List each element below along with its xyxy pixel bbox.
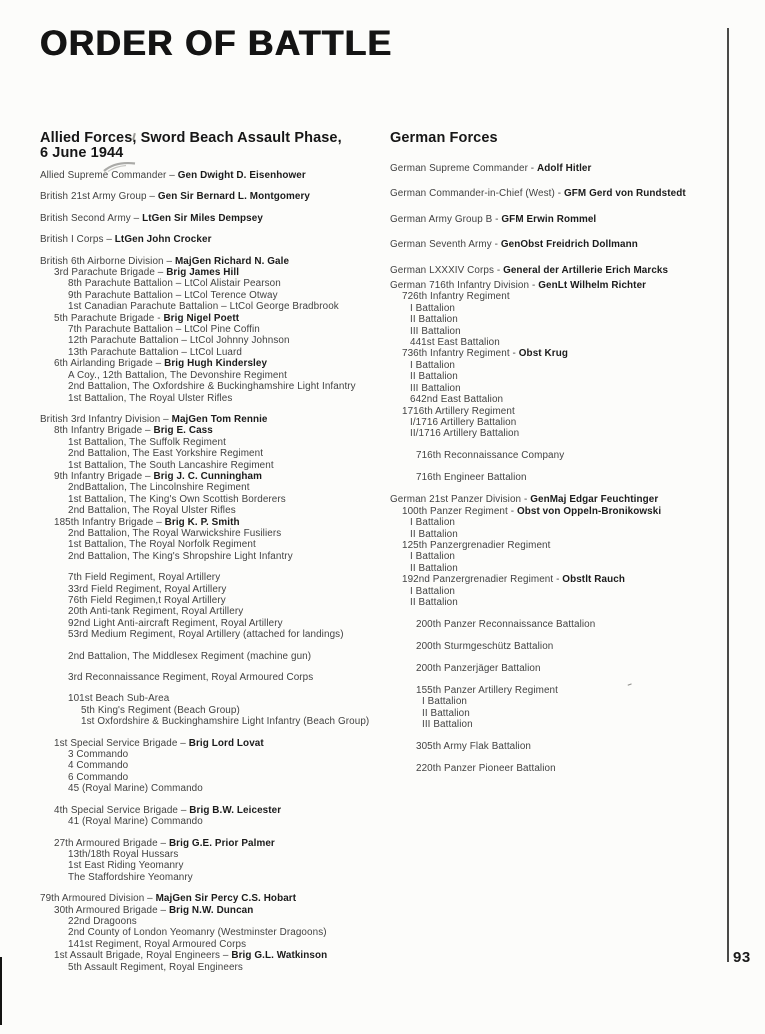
commander-name: GenMaj Edgar Feuchtinger bbox=[530, 494, 659, 506]
unit-group bbox=[390, 641, 725, 652]
german-forces-column bbox=[390, 131, 725, 775]
commander-name: Obst von Oppeln-Bronikowski bbox=[516, 505, 662, 517]
unit-text: 13th Parachute Battalion – LtCol Luard bbox=[68, 346, 242, 358]
ob-line bbox=[390, 529, 725, 540]
unit-text: 1st Battalion, The Suffolk Regiment bbox=[68, 436, 226, 448]
ob-line bbox=[40, 927, 390, 938]
commander-name: Brig Hugh Kindersley bbox=[164, 358, 268, 370]
unit-text: 76th Field Regimen,t Royal Artillery bbox=[68, 595, 226, 606]
ob-line bbox=[390, 517, 725, 528]
unit-text: 1st Special Service Brigade – bbox=[54, 737, 189, 749]
unit-text: 2nd Battalion, The King's Shropshire Light Infantry bbox=[68, 550, 293, 562]
unit-group bbox=[390, 763, 725, 774]
ob-line bbox=[40, 905, 390, 916]
commander-name: LtGen John Crocker bbox=[114, 234, 212, 246]
unit-text: 7th Field Regiment, Royal Artillery bbox=[68, 572, 221, 584]
unit-text: 45 (Royal Marine) Commando bbox=[68, 783, 203, 795]
unit-text: II Battalion bbox=[410, 371, 458, 383]
unit-text: British I Corps – bbox=[40, 234, 115, 246]
unit-text: III Battalion bbox=[410, 325, 461, 337]
unit-text: 100th Panzer Regiment - bbox=[402, 505, 517, 517]
ob-line bbox=[390, 337, 725, 348]
unit-text: 125th Panzergrenadier Regiment bbox=[402, 539, 551, 551]
unit-text: British 3rd Infantry Division – bbox=[40, 413, 172, 425]
ob-line bbox=[40, 448, 390, 459]
unit-text: 1st Assault Brigade, Royal Engineers – bbox=[54, 950, 232, 962]
unit-group bbox=[40, 838, 390, 884]
ob-line bbox=[390, 371, 725, 382]
unit-text: 200th Panzer Reconnaissance Battalion bbox=[416, 618, 596, 630]
unit-group bbox=[40, 256, 390, 404]
unit-text: 5th Assault Regiment, Royal Engineers bbox=[68, 961, 243, 973]
allied-heading-line1: Allied Forces, Sword Beach Assault Phase, bbox=[40, 130, 342, 146]
unit-text: I Battalion bbox=[410, 359, 456, 371]
ob-line bbox=[390, 314, 725, 325]
german-unit-list bbox=[390, 163, 725, 775]
allied-forces-column bbox=[40, 131, 390, 973]
ob-line bbox=[390, 383, 725, 394]
unit-group bbox=[40, 213, 390, 224]
ob-line bbox=[40, 629, 390, 640]
ob-line bbox=[390, 685, 725, 696]
ob-line bbox=[40, 425, 390, 436]
commander-name: Brig Lord Lovat bbox=[188, 737, 264, 749]
page-number: 93 bbox=[733, 949, 751, 966]
unit-group bbox=[40, 693, 390, 727]
ob-line bbox=[40, 170, 390, 181]
ob-line bbox=[390, 763, 725, 774]
ob-line bbox=[40, 816, 390, 827]
unit-group bbox=[390, 214, 725, 225]
ob-line bbox=[40, 539, 390, 550]
unit-text: 3rd Parachute Brigade – bbox=[54, 267, 167, 279]
unit-group bbox=[40, 170, 390, 181]
unit-text: 3 Commando bbox=[68, 749, 129, 761]
ob-line bbox=[40, 749, 390, 760]
unit-group bbox=[390, 188, 725, 199]
unit-text: 3rd Reconnaissance Regiment, Royal Armoured Corps bbox=[68, 672, 314, 684]
unit-group bbox=[390, 619, 725, 630]
ob-line bbox=[40, 517, 390, 528]
unit-text: British 21st Army Group – bbox=[40, 191, 158, 203]
commander-name: MajGen Richard N. Gale bbox=[174, 255, 290, 267]
unit-text: 1st Battalion, The King's Own Scottish Borderers bbox=[68, 493, 286, 505]
commander-name: Adolf Hitler bbox=[537, 163, 592, 174]
ob-line bbox=[390, 326, 725, 337]
unit-text: 716th Reconnaissance Company bbox=[416, 450, 565, 462]
ob-line bbox=[40, 716, 390, 727]
ob-line bbox=[40, 705, 390, 716]
unit-text: 6 Commando bbox=[68, 771, 129, 783]
unit-text: 12th Parachute Battalion – LtCol Johnny Johnson bbox=[68, 335, 290, 347]
unit-text: 5th King's Regiment (Beach Group) bbox=[81, 704, 240, 716]
ob-line bbox=[40, 505, 390, 516]
unit-text: 726th Infantry Regiment bbox=[402, 291, 510, 303]
unit-text: 30th Armoured Brigade – bbox=[54, 904, 169, 916]
unit-group bbox=[390, 741, 725, 752]
unit-text: I Battalion bbox=[410, 585, 456, 597]
unit-text: 2nd Battalion, The East Yorkshire Regiment bbox=[68, 448, 264, 460]
ob-line bbox=[390, 265, 725, 276]
commander-name: GFM Gerd von Rundstedt bbox=[563, 188, 686, 200]
ob-line bbox=[40, 672, 390, 683]
ob-line bbox=[390, 540, 725, 551]
unit-text: 736th Infantry Regiment - bbox=[402, 348, 519, 360]
unit-group bbox=[40, 191, 390, 202]
ob-line bbox=[40, 772, 390, 783]
unit-text: 2nd Battalion, The Royal Ulster Rifles bbox=[68, 505, 236, 517]
ob-line bbox=[40, 572, 390, 583]
unit-text: 2ndBattalion, The Lincolnshire Regiment bbox=[68, 482, 250, 494]
ob-line bbox=[40, 290, 390, 301]
ob-line bbox=[40, 651, 390, 662]
ob-line bbox=[390, 291, 725, 302]
unit-text: II Battalion bbox=[410, 596, 458, 608]
unit-group bbox=[390, 685, 725, 731]
ob-line bbox=[40, 962, 390, 973]
commander-name: Brig B.W. Leicester bbox=[189, 804, 282, 816]
unit-text: I Battalion bbox=[410, 517, 456, 529]
unit-text: 155th Panzer Artillery Regiment bbox=[416, 684, 558, 696]
commander-name: GenLt Wilhelm Richter bbox=[538, 280, 647, 292]
ob-line bbox=[40, 584, 390, 595]
unit-group bbox=[40, 672, 390, 683]
ob-line bbox=[390, 280, 725, 291]
unit-text: 7th Parachute Battalion – LtCol Pine Coffin bbox=[68, 324, 260, 336]
ob-line bbox=[390, 741, 725, 752]
ob-line bbox=[40, 482, 390, 493]
unit-text: 101st Beach Sub-Area bbox=[68, 693, 170, 705]
unit-group bbox=[390, 163, 725, 174]
ob-line bbox=[40, 939, 390, 950]
unit-text: Allied Supreme Commander – bbox=[40, 170, 178, 181]
unit-text: II Battalion bbox=[410, 528, 458, 540]
unit-text: II Battalion bbox=[410, 562, 458, 574]
unit-text: 5th Parachute Brigade - bbox=[54, 312, 164, 324]
ob-line bbox=[390, 428, 725, 439]
commander-name: MajGen Tom Rennie bbox=[171, 413, 268, 425]
unit-text: 92nd Light Anti-aircraft Regiment, Royal Artillery bbox=[68, 617, 283, 629]
unit-text: German Commander-in-Chief (West) - bbox=[390, 188, 564, 200]
ob-line bbox=[40, 301, 390, 312]
ob-line bbox=[390, 348, 725, 359]
ob-line bbox=[390, 494, 725, 505]
unit-text: III Battalion bbox=[422, 719, 473, 731]
allied-heading-line2: 6 June 1944 bbox=[40, 145, 124, 161]
unit-text: 27th Armoured Brigade – bbox=[54, 837, 169, 849]
ob-line bbox=[40, 760, 390, 771]
unit-text: German Seventh Army - bbox=[390, 239, 501, 251]
ob-line bbox=[40, 471, 390, 482]
unit-text: 2nd Battalion, The Oxfordshire & Buckinghamshire Light Infantry bbox=[68, 381, 356, 393]
unit-text: 200th Panzerjäger Battalion bbox=[416, 662, 541, 674]
commander-name: Brig K. P. Smith bbox=[164, 516, 240, 528]
commander-name: Obstlt Rauch bbox=[562, 574, 625, 586]
unit-text: German 21st Panzer Division - bbox=[390, 494, 531, 506]
ob-line bbox=[40, 738, 390, 749]
ob-line bbox=[390, 417, 725, 428]
ob-line bbox=[40, 595, 390, 606]
ob-line bbox=[390, 696, 725, 707]
ob-line bbox=[40, 551, 390, 562]
ob-line bbox=[390, 450, 725, 461]
commander-name: GFM Erwin Rommel bbox=[501, 213, 597, 225]
ob-line bbox=[40, 267, 390, 278]
commander-name: Brig James Hill bbox=[166, 267, 240, 279]
unit-text: 4 Commando bbox=[68, 760, 129, 772]
unit-text: 41 (Royal Marine) Commando bbox=[68, 816, 203, 828]
ob-line bbox=[40, 437, 390, 448]
commander-name: MajGen Sir Percy C.S. Hobart bbox=[155, 893, 297, 905]
unit-text: 33rd Field Regiment, Royal Artillery bbox=[68, 583, 227, 595]
unit-text: 1st Battalion, The Royal Norfolk Regiment bbox=[68, 539, 256, 551]
ob-line bbox=[40, 381, 390, 392]
unit-text: 1st Oxfordshire & Buckinghamshire Light Infantry (Beach Group) bbox=[81, 716, 370, 728]
ob-line bbox=[40, 805, 390, 816]
ob-line bbox=[40, 313, 390, 324]
unit-text: 8th Parachute Battalion – LtCol Alistair Pearson bbox=[68, 278, 281, 290]
unit-text: II Battalion bbox=[410, 314, 458, 326]
page-title: ORDER OF BATTLE bbox=[40, 24, 393, 63]
commander-name: Brig Nigel Poett bbox=[163, 312, 240, 324]
ob-line bbox=[390, 406, 725, 417]
unit-text: 2nd Battalion, The Middlesex Regiment (machine gun) bbox=[68, 650, 312, 662]
ob-line bbox=[390, 506, 725, 517]
ob-line bbox=[40, 916, 390, 927]
unit-text: 716th Engineer Battalion bbox=[416, 472, 527, 484]
unit-text: 53rd Medium Regiment, Royal Artillery (attached for landings) bbox=[68, 629, 344, 641]
allied-unit-list bbox=[40, 170, 390, 973]
ob-line bbox=[390, 597, 725, 608]
unit-text: 6th Airlanding Brigade – bbox=[54, 358, 165, 370]
ob-line bbox=[40, 618, 390, 629]
unit-group bbox=[390, 280, 725, 440]
ob-line bbox=[390, 574, 725, 585]
unit-text: II/1716 Artillery Battalion bbox=[410, 428, 520, 440]
unit-text: 2nd Battalion, The Royal Warwickshire Fusiliers bbox=[68, 527, 282, 539]
ob-line bbox=[40, 494, 390, 505]
ob-line bbox=[40, 324, 390, 335]
german-column-heading: German Forces bbox=[390, 130, 498, 146]
ob-line bbox=[390, 708, 725, 719]
ob-line bbox=[390, 719, 725, 730]
ob-line bbox=[40, 347, 390, 358]
ob-line bbox=[40, 393, 390, 404]
ob-line bbox=[40, 528, 390, 539]
ob-line bbox=[390, 563, 725, 574]
unit-text: 2nd County of London Yeomanry (Westminster Dragoons) bbox=[68, 927, 327, 939]
ob-line bbox=[390, 586, 725, 597]
unit-text: British 6th Airborne Division – bbox=[40, 255, 175, 267]
ob-line bbox=[390, 619, 725, 630]
commander-name: Obst Krug bbox=[518, 348, 568, 360]
unit-group bbox=[390, 450, 725, 461]
unit-text: 305th Army Flak Battalion bbox=[416, 741, 532, 753]
ob-line bbox=[390, 163, 725, 174]
ob-line bbox=[40, 213, 390, 224]
ob-line bbox=[40, 191, 390, 202]
unit-text: III Battalion bbox=[410, 382, 461, 394]
commander-name: LtGen Sir Miles Dempsey bbox=[142, 212, 263, 224]
ob-line bbox=[40, 358, 390, 369]
unit-group bbox=[40, 572, 390, 640]
ob-line bbox=[390, 641, 725, 652]
unit-text: A Coy., 12th Battalion, The Devonshire Regiment bbox=[68, 369, 287, 381]
ob-line bbox=[390, 663, 725, 674]
unit-text: 441st East Battalion bbox=[410, 337, 500, 349]
ob-line bbox=[390, 472, 725, 483]
unit-text: 200th Sturmgeschütz Battalion bbox=[416, 640, 554, 652]
unit-text: I Battalion bbox=[410, 302, 456, 314]
unit-text: 9th Infantry Brigade – bbox=[54, 470, 154, 482]
ob-line bbox=[40, 460, 390, 471]
ob-line bbox=[40, 893, 390, 904]
unit-group bbox=[390, 663, 725, 674]
unit-text: 1st Battalion, The South Lancashire Regiment bbox=[68, 459, 274, 471]
commander-name: Brig G.E. Prior Palmer bbox=[168, 837, 275, 849]
commander-name: Brig E. Cass bbox=[153, 425, 213, 437]
ob-line bbox=[40, 872, 390, 883]
unit-text: 8th Infantry Brigade – bbox=[54, 425, 154, 437]
ob-line bbox=[40, 278, 390, 289]
unit-text: 20th Anti-tank Regiment, Royal Artillery bbox=[68, 606, 244, 618]
unit-text: 642nd East Battalion bbox=[410, 394, 504, 406]
commander-name: Brig N.W. Duncan bbox=[168, 904, 254, 916]
unit-group bbox=[390, 239, 725, 250]
unit-group bbox=[40, 805, 390, 828]
unit-text: German LXXXIV Corps - bbox=[390, 264, 504, 276]
commander-name: Brig J. C. Cunningham bbox=[153, 470, 262, 482]
unit-text: The Staffordshire Yeomanry bbox=[68, 871, 193, 883]
commander-name: Gen Dwight D. Eisenhower bbox=[177, 170, 306, 181]
unit-text: German Army Group B - bbox=[390, 213, 502, 225]
unit-group bbox=[40, 893, 390, 973]
unit-text: 9th Parachute Battalion – LtCol Terence Otway bbox=[68, 289, 278, 301]
unit-group bbox=[40, 738, 390, 795]
unit-text: I Battalion bbox=[422, 696, 468, 708]
unit-group bbox=[390, 494, 725, 608]
commander-name: Gen Sir Bernard L. Montgomery bbox=[157, 191, 311, 203]
ob-line bbox=[40, 370, 390, 381]
page-edge-mark bbox=[0, 957, 2, 1025]
unit-text: II Battalion bbox=[422, 707, 470, 719]
unit-text: 13th/18th Royal Hussars bbox=[68, 848, 179, 860]
unit-group bbox=[390, 472, 725, 483]
ob-line bbox=[40, 234, 390, 245]
commander-name: Brig G.L. Watkinson bbox=[231, 950, 328, 962]
ob-line bbox=[390, 214, 725, 225]
ob-line bbox=[390, 394, 725, 405]
unit-text: 192nd Panzergrenadier Regiment - bbox=[402, 574, 563, 586]
unit-text: 185th Infantry Brigade – bbox=[54, 516, 165, 528]
unit-text: I/1716 Artillery Battalion bbox=[410, 416, 517, 428]
unit-text: 1716th Artillery Regiment bbox=[402, 405, 515, 417]
ob-line bbox=[40, 335, 390, 346]
unit-text: 1st East Riding Yeomanry bbox=[68, 860, 184, 872]
unit-text: German Supreme Commander - bbox=[390, 163, 538, 174]
commander-name: General der Artillerie Erich Marcks bbox=[503, 264, 669, 276]
unit-text: 22nd Dragoons bbox=[68, 915, 137, 927]
ob-line bbox=[390, 360, 725, 371]
ob-line bbox=[390, 551, 725, 562]
ob-line bbox=[390, 188, 725, 199]
ob-line bbox=[40, 783, 390, 794]
ob-line bbox=[40, 950, 390, 961]
ob-line bbox=[40, 693, 390, 704]
unit-group bbox=[390, 265, 725, 276]
ob-line bbox=[40, 849, 390, 860]
allied-column-heading bbox=[40, 131, 390, 161]
unit-group bbox=[40, 651, 390, 662]
ob-line bbox=[40, 606, 390, 617]
unit-text: British Second Army – bbox=[40, 212, 143, 224]
unit-text: 220th Panzer Pioneer Battalion bbox=[416, 763, 556, 775]
commander-name: GenObst Freidrich Dollmann bbox=[500, 239, 638, 251]
ob-line bbox=[40, 256, 390, 267]
unit-text: 141st Regiment, Royal Armoured Corps bbox=[68, 938, 247, 950]
ob-line bbox=[390, 239, 725, 250]
unit-text: 4th Special Service Brigade – bbox=[54, 804, 190, 816]
unit-text: 1st Battalion, The Royal Ulster Rifles bbox=[68, 392, 233, 404]
unit-group bbox=[40, 414, 390, 562]
unit-text: 79th Armoured Division – bbox=[40, 893, 156, 905]
ob-line bbox=[40, 414, 390, 425]
vertical-rule bbox=[727, 28, 729, 962]
ob-line bbox=[40, 838, 390, 849]
unit-text: German 716th Infantry Division - bbox=[390, 280, 539, 292]
unit-text: 1st Canadian Parachute Battalion – LtCol George Bradbrook bbox=[68, 301, 339, 313]
ob-line bbox=[390, 303, 725, 314]
unit-group bbox=[40, 234, 390, 245]
ob-line bbox=[40, 860, 390, 871]
unit-text: I Battalion bbox=[410, 551, 456, 563]
